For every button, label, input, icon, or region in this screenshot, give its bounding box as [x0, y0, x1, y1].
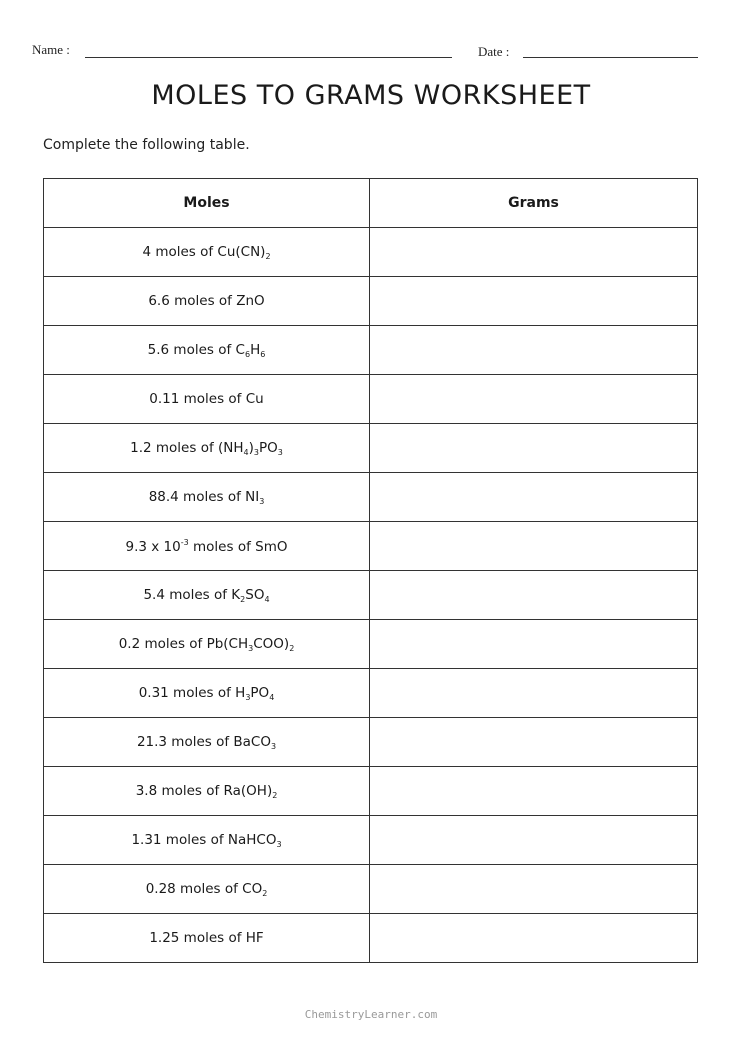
- table-row: [44, 228, 698, 277]
- table-row: [44, 865, 698, 914]
- moles-text: 88.4 moles of NI: [148, 488, 260, 505]
- column-header-grams: Grams: [370, 179, 698, 228]
- grams-answer-cell[interactable]: [370, 718, 698, 767]
- grams-answer-cell[interactable]: [370, 865, 698, 914]
- moles-text: 1.25 moles of HF: [149, 930, 264, 946]
- grams-answer-cell[interactable]: [370, 914, 698, 963]
- grams-answer-cell[interactable]: [370, 228, 698, 277]
- moles-text: COO): [253, 635, 290, 652]
- moles-text: 1.31 moles of NaHCO: [131, 831, 277, 848]
- subscript: 6: [244, 349, 251, 359]
- table-body: [44, 228, 698, 963]
- table-row: [44, 473, 698, 522]
- grams-answer-cell[interactable]: [370, 571, 698, 620]
- table-header-row: [44, 179, 698, 228]
- page-title: MOLES TO GRAMS WORKSHEET: [151, 80, 591, 111]
- instruction-text: Complete the following table.: [43, 137, 250, 153]
- subscript: 4: [243, 447, 249, 457]
- table-row: [44, 669, 698, 718]
- subscript: 3: [253, 447, 259, 457]
- footer-brand: ChemistryLearner.com: [304, 1008, 438, 1021]
- moles-text: 0.11 moles of Cu: [149, 391, 264, 407]
- moles-cell: [44, 914, 370, 963]
- grams-answer-cell[interactable]: [370, 375, 698, 424]
- subscript: 4: [269, 692, 275, 702]
- table-row: [44, 277, 698, 326]
- subscript: 3: [277, 447, 283, 457]
- moles-text: ): [248, 439, 254, 456]
- moles-text: moles of SmO: [188, 538, 288, 555]
- header-fields: [32, 42, 698, 62]
- table-row: [44, 326, 698, 375]
- name-label: Name :: [32, 42, 70, 57]
- moles-cell: [44, 767, 370, 816]
- subscript: 4: [264, 594, 270, 604]
- moles-cell: [44, 718, 370, 767]
- moles-cell: [44, 865, 370, 914]
- grams-answer-cell[interactable]: [370, 669, 698, 718]
- grams-answer-cell[interactable]: [370, 767, 698, 816]
- moles-cell: [44, 326, 370, 375]
- moles-cell: [44, 375, 370, 424]
- moles-text: 21.3 moles of BaCO: [136, 733, 271, 750]
- subscript: 2: [289, 643, 295, 653]
- moles-text: 1.2 moles of (NH: [130, 439, 244, 456]
- subscript: 2: [265, 251, 271, 261]
- moles-cell: [44, 522, 370, 571]
- moles-cell: [44, 277, 370, 326]
- table-row: [44, 375, 698, 424]
- table-row: [44, 914, 698, 963]
- subscript: 3: [270, 741, 277, 751]
- table-row: [44, 816, 698, 865]
- moles-text: 3.8 moles of Ra(OH): [135, 782, 273, 799]
- moles-text: 9.3 x 10: [125, 538, 181, 555]
- moles-text: PO: [258, 439, 278, 456]
- moles-text: 5.6 moles of C: [147, 341, 245, 358]
- worksheet-table: [43, 178, 698, 963]
- moles-text: 0.31 moles of H: [138, 684, 246, 701]
- moles-text: 0.2 moles of Pb(CH: [118, 635, 249, 652]
- grams-answer-cell[interactable]: [370, 620, 698, 669]
- table-row: [44, 424, 698, 473]
- grams-answer-cell[interactable]: [370, 277, 698, 326]
- moles-cell: [44, 816, 370, 865]
- subscript: 3: [276, 839, 282, 849]
- moles-text: PO: [250, 684, 270, 701]
- table-row: [44, 718, 698, 767]
- date-field-line[interactable]: [523, 57, 698, 58]
- moles-cell: [44, 228, 370, 277]
- moles-cell: [44, 473, 370, 522]
- superscript: -3: [180, 537, 189, 547]
- moles-cell: [44, 571, 370, 620]
- moles-cell: [44, 669, 370, 718]
- subscript: 6: [260, 349, 266, 359]
- grams-answer-cell[interactable]: [370, 326, 698, 375]
- subscript: 3: [259, 496, 265, 506]
- grams-answer-cell[interactable]: [370, 424, 698, 473]
- grams-answer-cell[interactable]: [370, 522, 698, 571]
- moles-text: 0.28 moles of CO: [145, 880, 263, 897]
- moles-text: H: [250, 341, 261, 358]
- moles-text: 4 moles of Cu(CN): [142, 243, 266, 260]
- table-row: [44, 767, 698, 816]
- grams-answer-cell[interactable]: [370, 473, 698, 522]
- table-row: [44, 571, 698, 620]
- subscript: 3: [245, 692, 251, 702]
- column-header-moles: Moles: [44, 179, 370, 228]
- moles-cell: [44, 620, 370, 669]
- subscript: 2: [240, 594, 246, 604]
- moles-cell: [44, 424, 370, 473]
- subscript: 3: [248, 643, 254, 653]
- moles-text: SO: [245, 586, 265, 603]
- subscript: 2: [262, 888, 268, 898]
- date-label: Date :: [478, 44, 510, 59]
- table-row: [44, 620, 698, 669]
- moles-text: 5.4 moles of K: [143, 586, 241, 603]
- moles-text: 6.6 moles of ZnO: [148, 293, 265, 309]
- subscript: 2: [272, 790, 278, 800]
- grams-answer-cell[interactable]: [370, 816, 698, 865]
- name-field-line[interactable]: [85, 57, 452, 58]
- table-row: [44, 522, 698, 571]
